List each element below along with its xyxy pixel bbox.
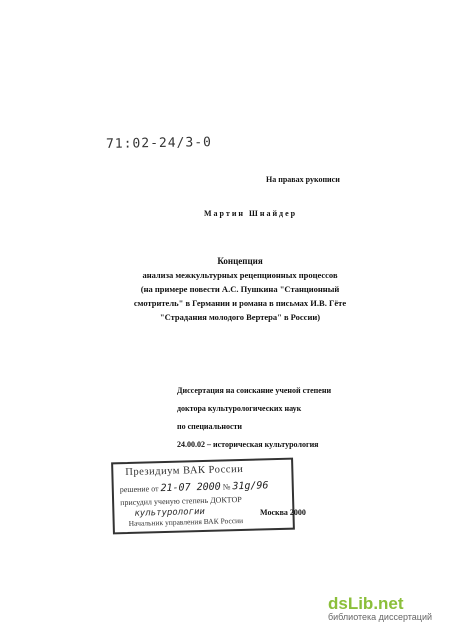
place-year: Москва 2000 bbox=[260, 508, 306, 517]
stamp-line-5: Начальник управления ВАК России bbox=[128, 515, 244, 528]
degree-line: доктора культурологических наук bbox=[177, 404, 302, 413]
handwritten-code: 71:02-24/3-0 bbox=[105, 135, 213, 152]
logo-tagline: библиотека диссертаций bbox=[327, 612, 432, 622]
degree-line: 24.00.02 – историческая культурология bbox=[177, 440, 319, 449]
stamp-decision-label: решение от bbox=[119, 484, 159, 495]
stamp-date: 21-07 2000 bbox=[160, 481, 221, 495]
stamp-line-2 bbox=[120, 480, 269, 495]
title-line: анализа межкультурных рецепционных процессов bbox=[142, 270, 338, 280]
vak-stamp bbox=[111, 458, 295, 535]
stamp-number-sign: № bbox=[222, 482, 231, 492]
title-line: (на примере повести А.С. Пушкина "Станционный bbox=[140, 284, 340, 294]
stamp-line-1: Президиум ВАК России bbox=[125, 463, 244, 479]
dslib-logo[interactable] bbox=[328, 594, 432, 622]
stamp-line-3: присудил ученую степень ДОКТОР bbox=[120, 494, 242, 508]
stamp-number: 31g/96 bbox=[232, 480, 269, 493]
title-line: Концепция bbox=[217, 256, 263, 266]
title-line: "Страдания молодого Вертера" в России) bbox=[159, 312, 321, 322]
degree-line: Диссертация на соискание ученой степени bbox=[177, 386, 332, 395]
logo-brand: dsLib.net bbox=[327, 594, 404, 613]
author-name: Мартин Шнайдер bbox=[204, 209, 298, 218]
title-line: смотритель" в Германии и романа в письмах И.В. Гёте bbox=[133, 298, 347, 308]
degree-line: по специальности bbox=[177, 422, 243, 431]
rights-note: На правах рукописи bbox=[266, 175, 340, 184]
stamp-line-4: культурологии bbox=[134, 506, 206, 519]
